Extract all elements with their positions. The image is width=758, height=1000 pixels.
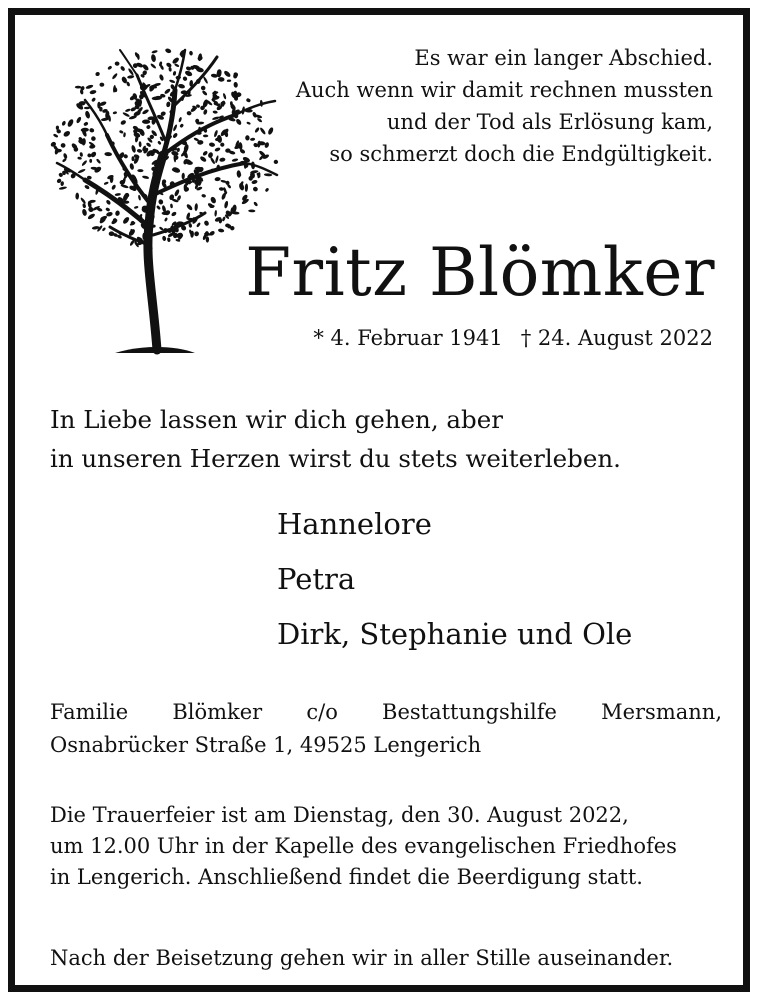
- address-line: Osnabrücker Straße 1, 49525 Lengerich: [50, 733, 482, 757]
- ceremony-line: um 12.00 Uhr in der Kapelle des evangelischen Friedhofes: [50, 834, 677, 858]
- closing-note: Nach der Beisetzung gehen wir in aller Stille auseinander.: [50, 946, 674, 970]
- opening-quote: [243, 42, 713, 170]
- farewell-text: [50, 400, 730, 478]
- mourner-name: Petra: [277, 562, 356, 596]
- mourner-name: Hannelore: [277, 507, 432, 541]
- address-line: Familie Blömker c/o Bestattungshilfe Mersmann,: [50, 700, 722, 724]
- life-dates: [313, 323, 713, 353]
- contact-address: [50, 696, 722, 762]
- ceremony-line: Die Trauerfeier ist am Dienstag, den 30. August 2022,: [50, 803, 629, 827]
- deceased-name: Fritz Blömker: [245, 234, 715, 311]
- funeral-details: [50, 800, 722, 893]
- farewell-line: In Liebe lassen wir dich gehen, aber: [50, 405, 503, 434]
- mourner-name: Dirk, Stephanie und Ole: [277, 617, 633, 651]
- obituary-notice: [8, 8, 750, 992]
- mourners-list: [277, 497, 632, 662]
- farewell-line: in unseren Herzen wirst du stets weiterleben.: [50, 444, 621, 473]
- quote-line: und der Tod als Erlösung kam,: [386, 110, 713, 134]
- death-date: † 24. August 2022: [520, 326, 713, 350]
- quote-line: Auch wenn wir damit rechnen mussten: [295, 78, 713, 102]
- quote-line: so schmerzt doch die Endgültigkeit.: [329, 142, 713, 166]
- birth-date: * 4. Februar 1941: [313, 326, 503, 350]
- quote-line: Es war ein langer Abschied.: [414, 46, 713, 70]
- ceremony-line: in Lengerich. Anschließend findet die Beerdigung statt.: [50, 865, 643, 889]
